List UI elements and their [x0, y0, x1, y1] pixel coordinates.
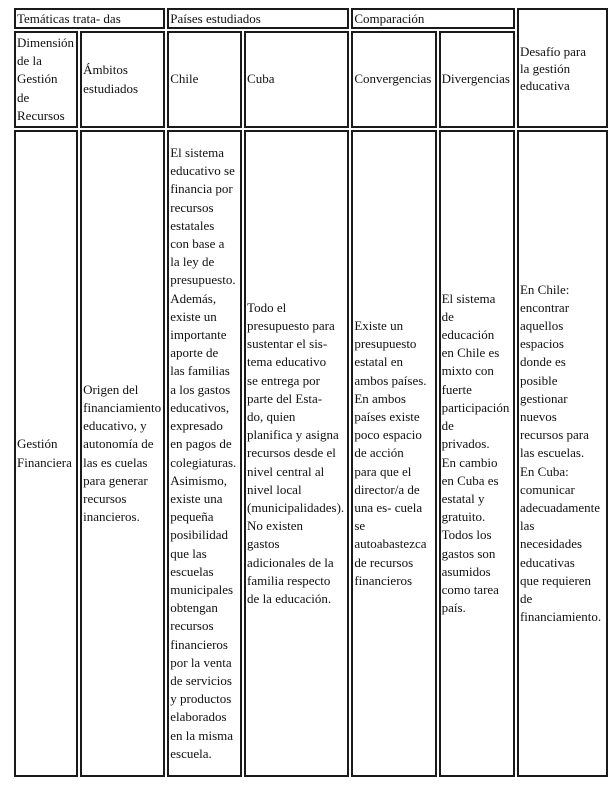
header-chile: Chile: [167, 31, 242, 128]
header-cuba: Cuba: [244, 31, 349, 128]
header-comparacion: Comparación: [351, 8, 515, 29]
comparison-table: [12, 6, 610, 779]
cell-chile: El sistema educativo se financia por recursos estatales con base a la ley de presupuesto. Además, existe un importante aporte de las familias a los gastos educativos, expresado en pagos de colegiaturas. Asimismo, existe una pequeña posibilidad que las escuelas municipales obtengan recursos financieros por la venta de servicios y productos elaborados en la misma escuela.: [167, 130, 242, 777]
cell-dimension: Gestión Financiera: [14, 130, 78, 777]
header-dimension: Dimensión de la Gestión de Recursos: [14, 31, 78, 128]
header-ambitos: Ámbitos estudiados: [80, 31, 165, 128]
header-convergencias: Convergencias: [351, 31, 436, 128]
cell-ambito: Origen del financiamiento educativo, y autonomía de las es cuelas para generar recursos inancieros.: [80, 130, 165, 777]
header-desafio: Desafío para la gestión educativa: [517, 8, 608, 128]
cell-divergencias: El sistema de educación en Chile es mixto con fuerte participación de privados. En cambio en Cuba es estatal y gratuito. Todos los gastos son asumidos como tarea país.: [439, 130, 515, 777]
header-tematicas: Temáticas trata- das: [14, 8, 165, 29]
header-paises: Países estudiados: [167, 8, 349, 29]
table-row: [14, 130, 608, 777]
cell-convergencias: Existe un presupuesto estatal en ambos países. En ambos países existe poco espacio de acción para que el director/a de una es- cuela se autoabastezca de recursos financieros: [351, 130, 436, 777]
cell-cuba: Todo el presupuesto para sustentar el sis- tema educativo se entrega por parte del Esta- do, quien planifica y asigna recursos desde el nivel central al nivel local (municipalidades). No existen gastos adicionales de la familia respecto de la educación.: [244, 130, 349, 777]
cell-desafio: En Chile: encontrar aquellos espacios donde es posible gestionar nuevos recursos para las escuelas. En Cuba: comunicar adecuadamente las necesidades educativas que requieren de financiamiento.: [517, 130, 608, 777]
header-row-groups: [14, 8, 608, 29]
header-divergencias: Divergencias: [439, 31, 515, 128]
